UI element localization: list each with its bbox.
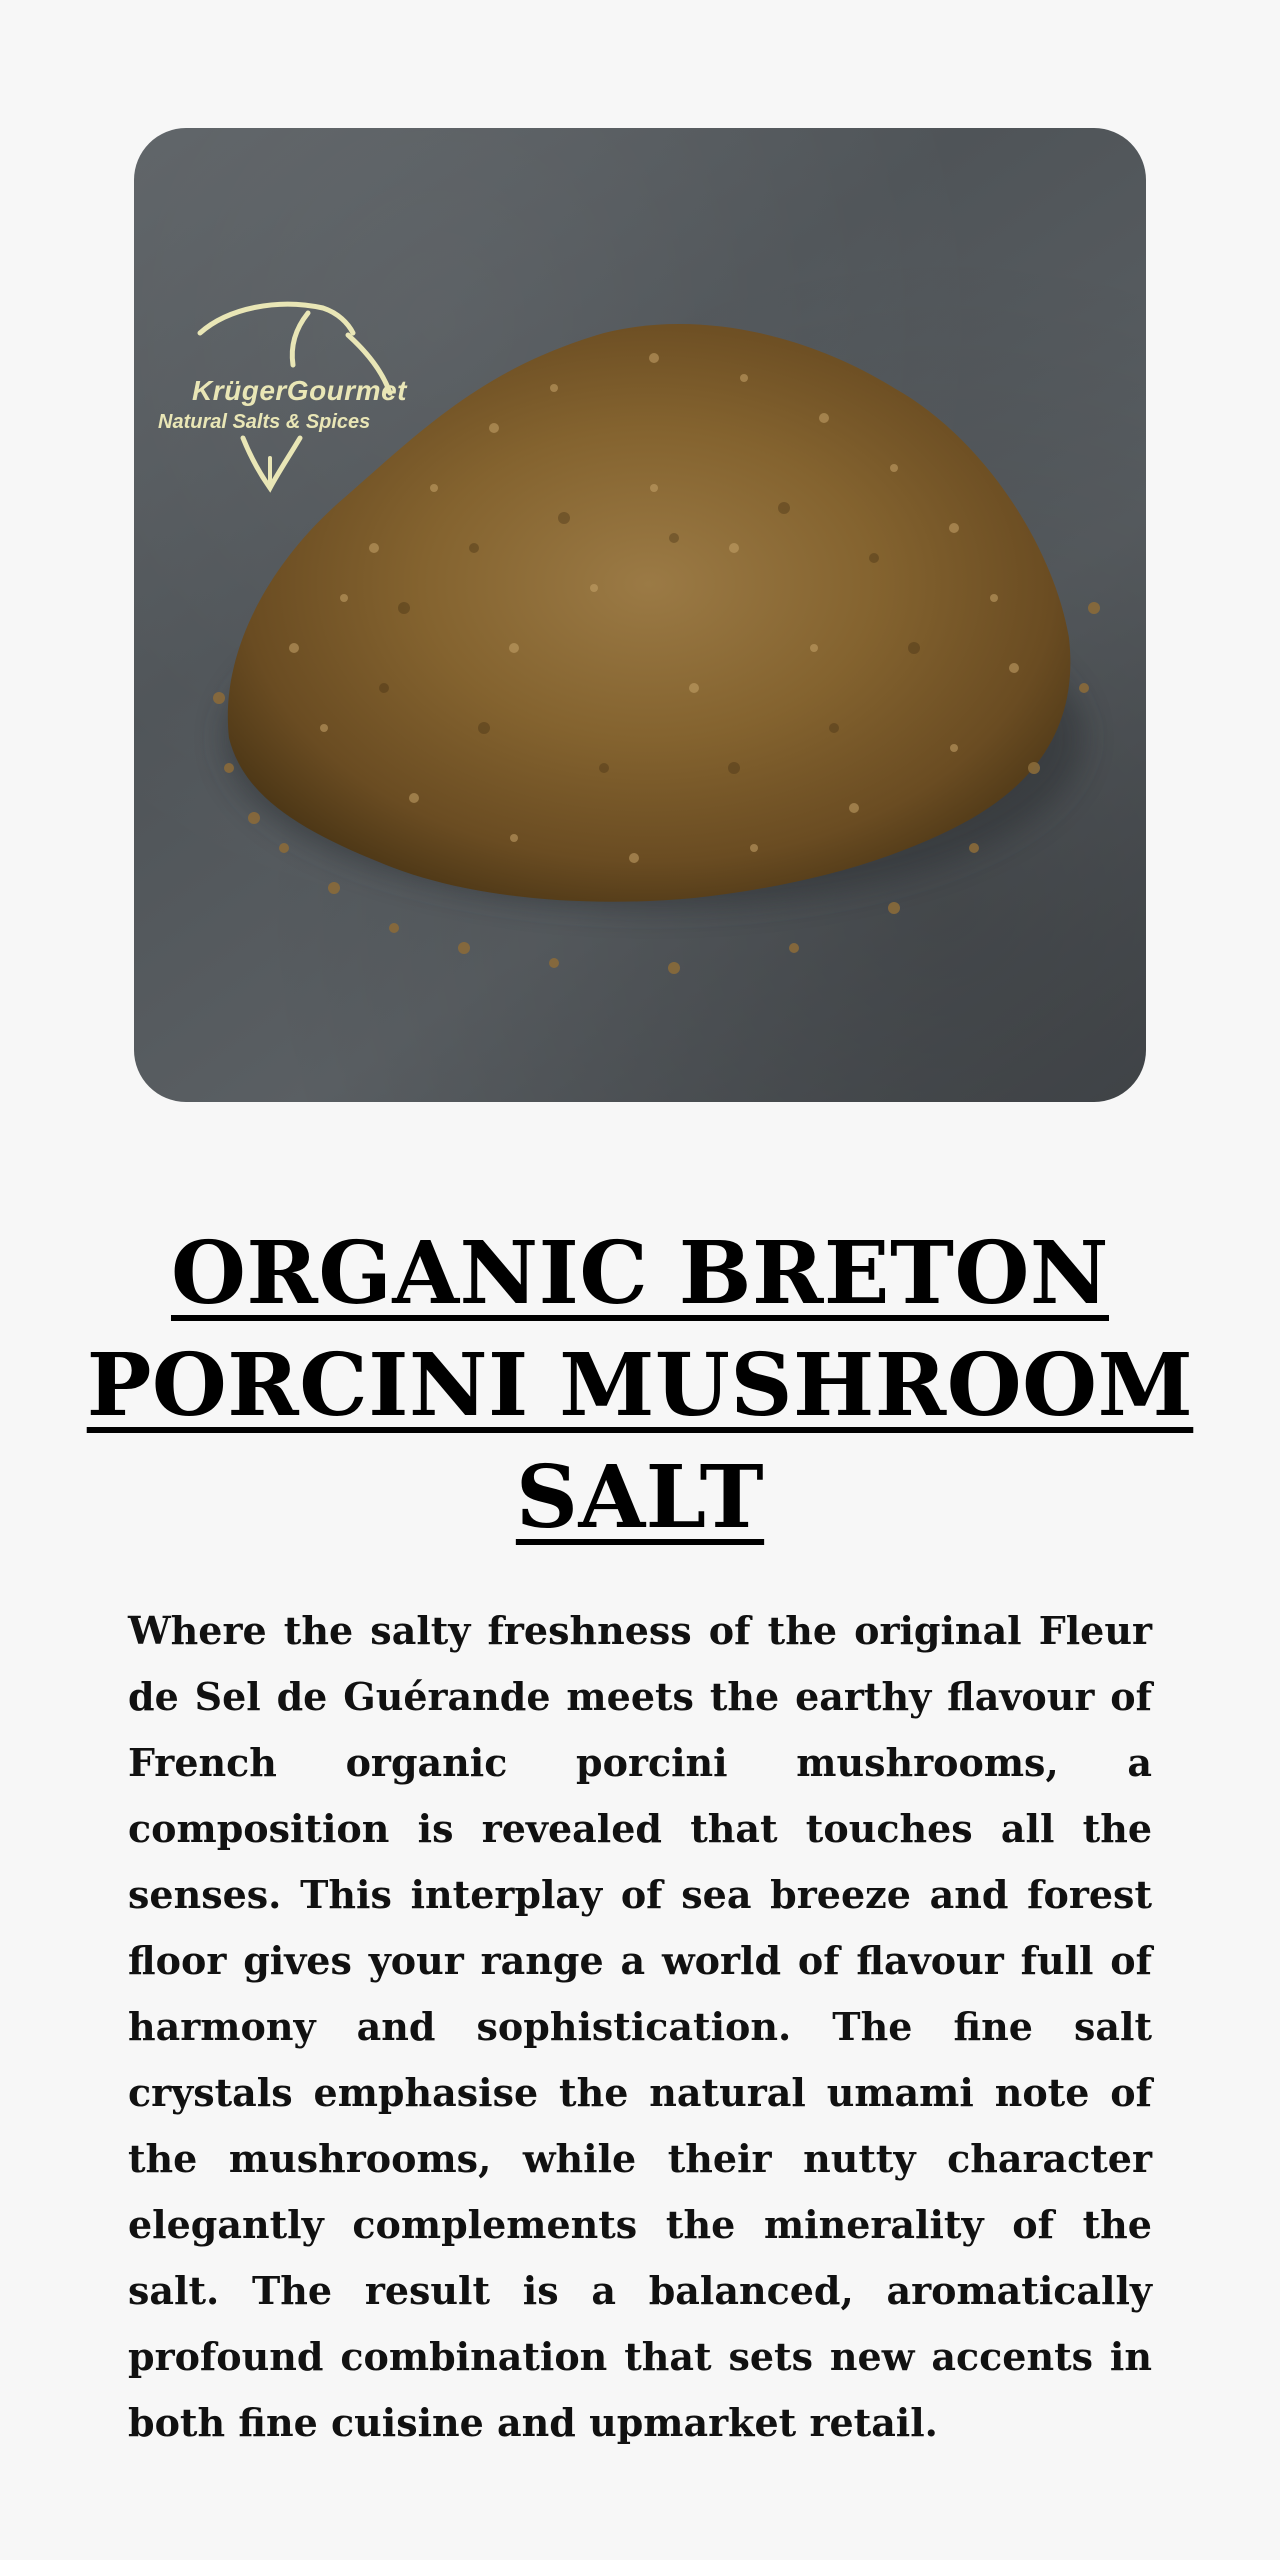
product-image xyxy=(134,128,1146,1102)
product-title: ORGANIC BRETON PORCINI MUSHROOM SALT xyxy=(86,1222,1194,1548)
brand-logo xyxy=(158,273,438,493)
product-description: Where the salty freshness of the original Fleur de Sel de Guérande meets the earthy flavour of French organic porcini mushrooms, a composition is revealed that touches all the senses. This interplay of sea breeze and forest floor gives your range a world of flavour full of harmony and sophistication. The fine salt crystals emphasise the natural umami note of the mushrooms, while their nutty character elegantly complements the minerality of the salt. The result is a balanced, aromatically profound combination that sets new accents in both fine cuisine and upmarket retail. xyxy=(128,1608,1152,2445)
logo-subtitle: Natural Salts & Spices xyxy=(158,411,371,433)
logo-name: KrügerGourmet xyxy=(192,375,407,406)
